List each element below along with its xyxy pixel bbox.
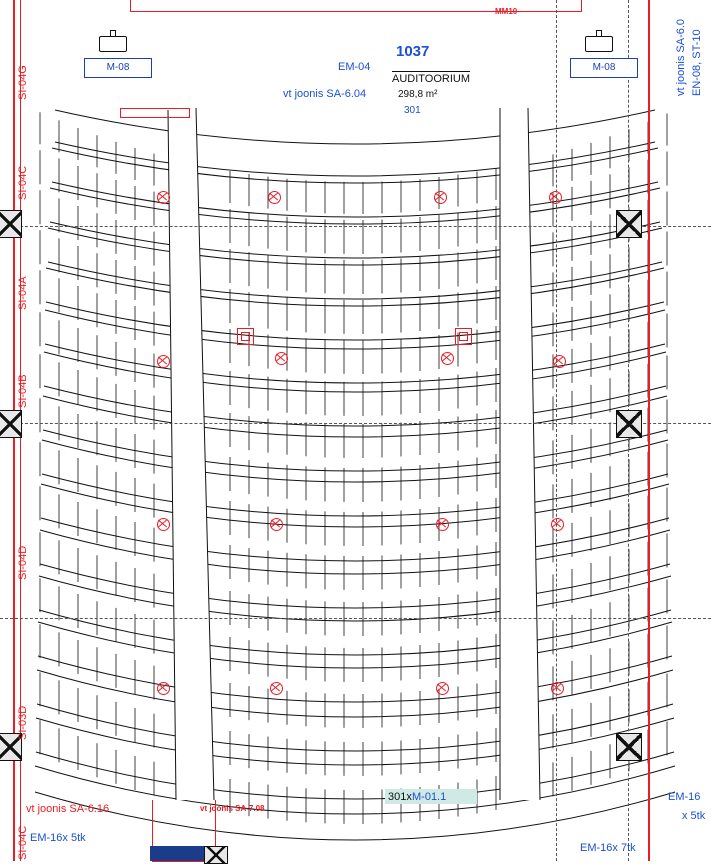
reference-center[interactable]: vt joonis SA-6.04 (283, 88, 367, 100)
callout-em16-right[interactable]: EM-16 (668, 791, 701, 803)
reference-bottom-left[interactable]: vt joonis SA-6.16 (26, 803, 110, 815)
equipment-tag-label: M-08 (592, 62, 616, 73)
grid-label-si04c: SI-04C (17, 165, 29, 200)
column-right-2 (616, 410, 642, 438)
column-right-1 (616, 210, 642, 238)
room-area: 298,8 m² (398, 89, 438, 100)
callout-em04[interactable]: EM-04 (338, 61, 371, 73)
floor-tag-device[interactable]: M-01.1 (412, 791, 447, 803)
device-symbol-lamp (268, 191, 281, 204)
device-symbol-lamp (553, 355, 566, 368)
floor-tag: 301x (388, 791, 412, 803)
device-symbol-lamp (157, 682, 170, 695)
equipment-tag-m08-right[interactable] (570, 58, 638, 78)
column-left-2 (0, 410, 22, 438)
projector-icon-right (585, 30, 615, 52)
room-code: 301 (404, 105, 421, 116)
grid-line-right (648, 0, 650, 861)
column-left-1 (0, 210, 22, 238)
floor-box-symbol (237, 328, 254, 345)
device-symbol-lamp (549, 191, 562, 204)
column-right-3 (616, 733, 642, 761)
axis-dashed-horizontal-2 (0, 423, 711, 424)
device-symbol-lamp (270, 682, 283, 695)
grid-label-si04d: SI-04D (17, 545, 29, 580)
device-symbol-lamp (551, 682, 564, 695)
equipment-tag-m08-left[interactable] (84, 58, 152, 78)
stage-outline-inner (120, 108, 190, 118)
device-symbol-lamp (436, 682, 449, 695)
reference-bottom-center[interactable]: vt joonis SA-7.08 (200, 804, 265, 813)
device-symbol-lamp (157, 191, 170, 204)
callout-em16-left[interactable]: EM-16x 5tk (30, 832, 86, 844)
device-symbol-lamp (551, 518, 564, 531)
projector-icon-left (99, 30, 129, 52)
grid-label-si04b: SI-04B (17, 374, 29, 408)
reference-top-right-1[interactable]: vt joonis SA-6.0 (675, 18, 687, 96)
device-symbol-lamp (275, 352, 288, 365)
axis-dashed-horizontal-3 (0, 618, 711, 619)
axis-dashed-vertical-left (556, 0, 557, 861)
device-symbol-lamp (441, 352, 454, 365)
axis-dashed-horizontal-1 (0, 226, 711, 227)
device-symbol-lamp (157, 518, 170, 531)
device-symbol-lamp (270, 518, 283, 531)
detail-hatch-bottom (204, 846, 228, 864)
reference-top-right-2[interactable]: EN-08, ST-10 (691, 29, 703, 96)
grid-label-si04c2: SI-04C (17, 825, 29, 860)
grid-label-si03d: SI-03D (17, 705, 29, 740)
callout-em16-bottom[interactable]: EM-16x 7tk (580, 842, 636, 854)
device-symbol-lamp (157, 355, 170, 368)
room-name: AUDITOORIUM (392, 73, 471, 85)
equipment-tag-label: M-08 (106, 62, 130, 73)
floor-box-symbol (455, 328, 472, 345)
device-symbol-lamp (436, 518, 449, 531)
callout-mm10: MM10 (495, 7, 518, 16)
callout-em16-right-qty: x 5tk (682, 810, 706, 822)
grid-label-si04a: SI-04A (17, 276, 29, 310)
grid-label-si04g: SI-04G (17, 65, 29, 100)
device-symbol-lamp (434, 191, 447, 204)
room-number: 1037 (396, 43, 430, 60)
